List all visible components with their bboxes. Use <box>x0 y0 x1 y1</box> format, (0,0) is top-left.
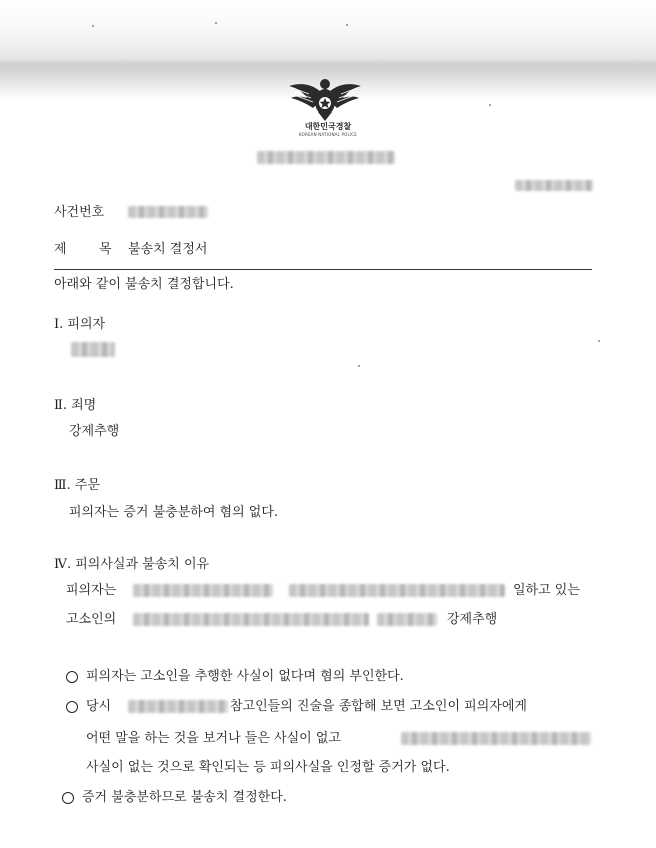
police-emblem-icon <box>287 74 363 122</box>
redacted-text <box>133 584 273 597</box>
section-1-title: Ⅰ. 피의자 <box>54 317 106 332</box>
redacted-text <box>128 700 228 713</box>
scan-speck <box>346 24 348 26</box>
org-name-english: KOREAN NATIONAL POLICE <box>299 132 357 137</box>
circle-bullet-icon <box>66 701 78 713</box>
redacted-office-name <box>257 151 395 164</box>
section-3-title: Ⅲ. 주문 <box>54 478 100 493</box>
bullet-3-text: 증거 불충분하므로 불송치 결정한다. <box>82 790 287 805</box>
scan-speck <box>598 340 600 342</box>
header-divider <box>54 269 592 270</box>
subject-label-char-2: 목 <box>99 242 112 257</box>
section-4-line-1-start: 피의자는 <box>66 583 117 598</box>
bullet-1-text: 피의자는 고소인을 추행한 사실이 없다며 혐의 부인한다. <box>86 669 404 684</box>
section-4-line-2-start: 고소인의 <box>66 612 117 627</box>
redacted-text <box>377 613 437 626</box>
scan-speck <box>215 22 217 24</box>
redacted-case-number <box>128 206 208 218</box>
intro-text: 아래와 같이 불송치 결정합니다. <box>54 277 234 292</box>
section-2-title: Ⅱ. 죄명 <box>54 398 97 413</box>
section-4-line-2-end: 강제추행 <box>447 612 498 627</box>
bullet-2-start: 당시 <box>86 699 112 714</box>
section-2-body: 강제추행 <box>69 424 120 439</box>
bullet-2-line-2: 어떤 말을 하는 것을 보거나 들은 사실이 없고 <box>86 731 341 746</box>
case-number-label: 사건번호 <box>54 205 105 220</box>
redacted-date <box>515 180 593 191</box>
subject-value: 불송치 결정서 <box>128 242 208 257</box>
org-name-korean: 대한민국경찰 <box>304 122 352 131</box>
bullet-2-line-3: 사실이 없는 것으로 확인되는 등 피의사실을 인정할 증거가 없다. <box>86 760 450 775</box>
circle-bullet-icon <box>62 792 74 804</box>
scan-speck <box>358 365 360 367</box>
bullet-2-mid: 참고인들의 진술을 종합해 보면 고소인이 피의자에게 <box>230 699 527 714</box>
scan-speck <box>92 25 94 27</box>
section-3-body: 피의자는 증거 불충분하여 혐의 없다. <box>69 505 279 520</box>
scan-speck <box>489 104 491 106</box>
redacted-text <box>289 584 505 597</box>
redacted-suspect-name <box>71 342 115 357</box>
circle-bullet-icon <box>66 671 78 683</box>
redacted-text <box>401 732 591 745</box>
redacted-text <box>133 613 369 626</box>
section-4-title: Ⅳ. 피의사실과 불송치 이유 <box>54 557 210 572</box>
section-4-line-1-end: 일하고 있는 <box>513 583 580 598</box>
subject-label-char-1: 제 <box>54 242 67 257</box>
